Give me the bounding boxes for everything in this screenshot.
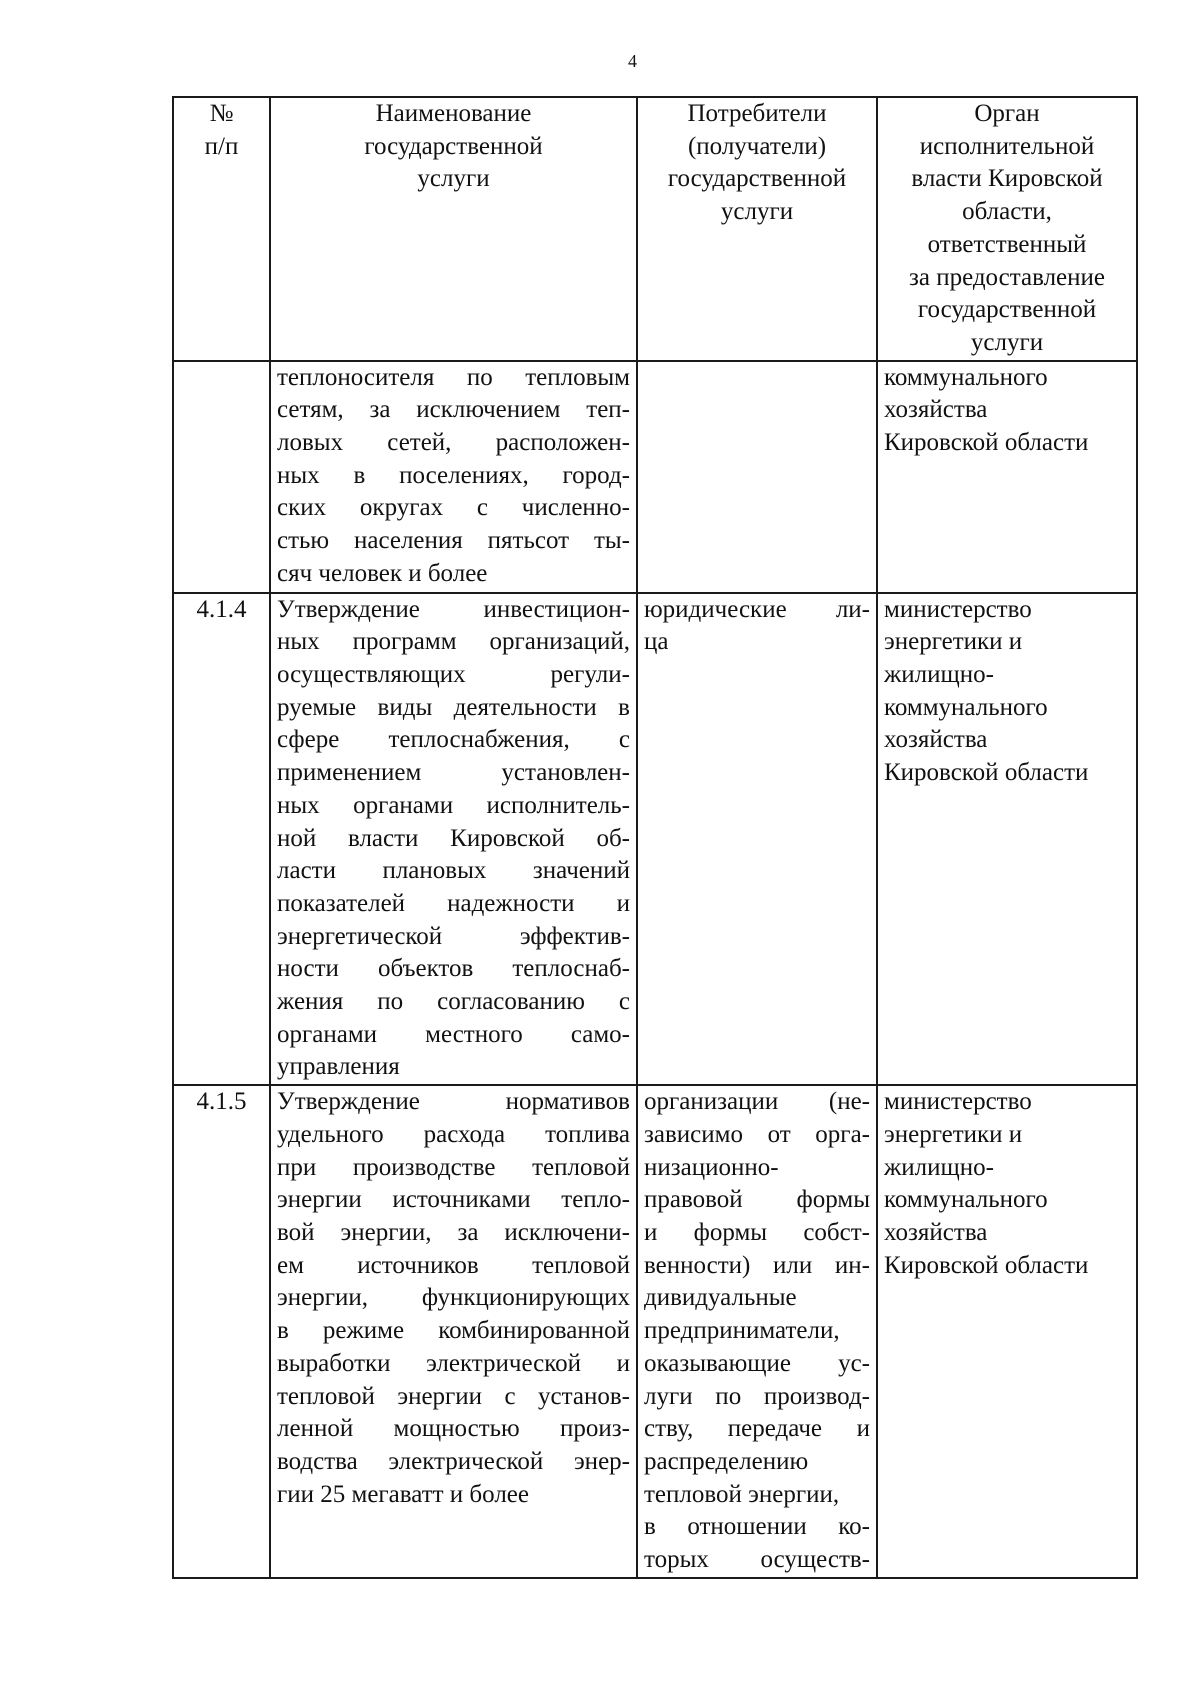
- text-line: Кировской области: [884, 759, 1089, 787]
- text-line: коммунального: [884, 1186, 1048, 1214]
- text-line: власти Кировской: [911, 165, 1103, 193]
- consumers-cell: [637, 1085, 877, 1578]
- text-line: выработки электрической и: [277, 1349, 630, 1377]
- text-line: тепловой энергии с установ-: [277, 1382, 630, 1410]
- text-line: водства электрической энер-: [277, 1447, 630, 1475]
- text-line: сяч человек и более: [277, 559, 488, 587]
- text-line: услуги: [970, 328, 1044, 356]
- text-line: зависимо от орга-: [644, 1120, 870, 1148]
- text-line: дивидуальные: [644, 1284, 797, 1312]
- text-line: торых осуществ-: [644, 1546, 870, 1574]
- text-line: жилищно-: [884, 661, 994, 689]
- text-line: ских округах с численно-: [277, 494, 630, 522]
- text-line: министерство: [884, 1088, 1032, 1116]
- text-line: ных в поселениях, город-: [277, 461, 630, 489]
- text-line: ответственный: [927, 230, 1087, 258]
- consumers-cell: [637, 593, 877, 1086]
- header-service-name-cell: [270, 97, 637, 361]
- text-line: луги по производ-: [644, 1382, 870, 1410]
- text-line: ству, передаче и: [644, 1415, 870, 1443]
- text-line: области,: [962, 198, 1052, 226]
- text-line: хозяйства: [884, 726, 988, 754]
- text-line: ленной мощностью произ-: [277, 1415, 630, 1443]
- text-line: Орган: [974, 100, 1040, 127]
- text-line: оказывающие ус-: [644, 1349, 870, 1377]
- text-line: венности) или ин-: [644, 1251, 870, 1279]
- text-line: гии 25 мегаватт и более: [277, 1480, 529, 1508]
- header-number-symbol: №: [209, 100, 234, 127]
- text-line: юридические ли-: [644, 595, 870, 623]
- text-line: предприниматели,: [644, 1317, 840, 1345]
- text-line: при производстве тепловой: [277, 1153, 630, 1181]
- text-line: ловых сетей, расположен-: [277, 429, 630, 457]
- text-line: жения по согласованию с: [277, 988, 630, 1016]
- consumers-cell: [637, 361, 877, 593]
- text-line: ности объектов теплоснаб-: [277, 955, 630, 983]
- table-header-row: [173, 97, 1137, 361]
- service-name-cell: [270, 361, 637, 593]
- text-line: коммунального: [884, 363, 1048, 391]
- text-line: государственной: [917, 296, 1097, 324]
- authority-cell: [877, 593, 1137, 1086]
- text-line: министерство: [884, 595, 1032, 623]
- text-line: коммунального: [884, 693, 1048, 721]
- row-number-cell: 4.1.4: [173, 593, 270, 1086]
- service-name-cell: [270, 1085, 637, 1578]
- table-row: [173, 593, 1137, 1086]
- text-line: исполнительной: [919, 132, 1095, 160]
- row-number-cell: [173, 361, 270, 593]
- text-line: услуги: [417, 165, 490, 193]
- text-line: за предоставление: [908, 263, 1106, 291]
- text-line: государственной: [364, 132, 543, 160]
- text-line: показателей надежности и: [277, 889, 630, 917]
- authority-cell: [877, 1085, 1137, 1578]
- text-line: и формы собст-: [644, 1218, 870, 1246]
- text-line: низационно-: [644, 1153, 779, 1181]
- text-line: Утверждение нормативов: [277, 1088, 630, 1116]
- authority-cell: [877, 361, 1137, 593]
- header-number-cell: [173, 97, 270, 361]
- text-line: тепловой энергии,: [644, 1480, 840, 1508]
- text-line: Наименование: [375, 100, 532, 127]
- text-line: ца: [644, 628, 669, 656]
- text-line: услуги: [720, 198, 794, 226]
- text-line: ласти плановых значений: [277, 857, 630, 885]
- header-consumers-cell: [637, 97, 877, 361]
- text-line: хозяйства: [884, 396, 988, 424]
- text-line: сфере теплоснабжения, с: [277, 726, 630, 754]
- text-line: сетям, за исключением теп-: [277, 396, 630, 424]
- text-line: управления: [277, 1053, 400, 1081]
- page-number: 4: [628, 51, 637, 71]
- text-line: энергии, функционирующих: [277, 1284, 630, 1312]
- text-line: Кировской области: [884, 429, 1089, 457]
- text-line: ем источников тепловой: [277, 1251, 630, 1279]
- text-line: ной власти Кировской об-: [277, 824, 630, 852]
- text-line: руемые виды деятельности в: [277, 693, 630, 721]
- text-line: ных программ организаций,: [277, 628, 630, 656]
- header-number-abbr: п/п: [204, 132, 239, 160]
- text-line: энергии источниками тепло-: [277, 1186, 630, 1214]
- text-line: теплоносителя по тепловым: [277, 363, 630, 391]
- text-line: правовой формы: [644, 1186, 870, 1214]
- text-line: Кировской области: [884, 1251, 1089, 1279]
- header-authority-cell: [877, 97, 1137, 361]
- text-line: органами местного само-: [277, 1020, 630, 1048]
- service-name-cell: [270, 593, 637, 1086]
- text-line: хозяйства: [884, 1218, 988, 1246]
- text-line: осуществляющих регули-: [277, 661, 630, 689]
- text-line: (получатели): [687, 132, 827, 160]
- text-line: энергетической эффектив-: [277, 922, 630, 950]
- text-line: ных органами исполнитель-: [277, 791, 630, 819]
- text-line: энергетики и: [884, 1120, 1023, 1148]
- text-line: организации (не-: [644, 1088, 870, 1116]
- table-row: [173, 1085, 1137, 1578]
- text-line: вой энергии, за исключени-: [277, 1218, 630, 1246]
- row-number-cell: 4.1.5: [173, 1085, 270, 1578]
- text-line: энергетики и: [884, 628, 1023, 656]
- text-line: Потребители: [687, 100, 827, 127]
- text-line: удельного расхода топлива: [277, 1120, 630, 1148]
- text-line: стью населения пятьсот ты-: [277, 527, 630, 555]
- text-line: в режиме комбинированной: [277, 1317, 630, 1345]
- services-table: [172, 96, 1138, 1579]
- text-line: государственной: [667, 165, 847, 193]
- text-line: жилищно-: [884, 1153, 994, 1181]
- text-line: Утверждение инвестицион-: [277, 595, 630, 623]
- text-line: в отношении ко-: [644, 1513, 870, 1541]
- table-row: [173, 361, 1137, 593]
- text-line: применением установлен-: [277, 759, 630, 787]
- text-line: распределению: [644, 1447, 809, 1475]
